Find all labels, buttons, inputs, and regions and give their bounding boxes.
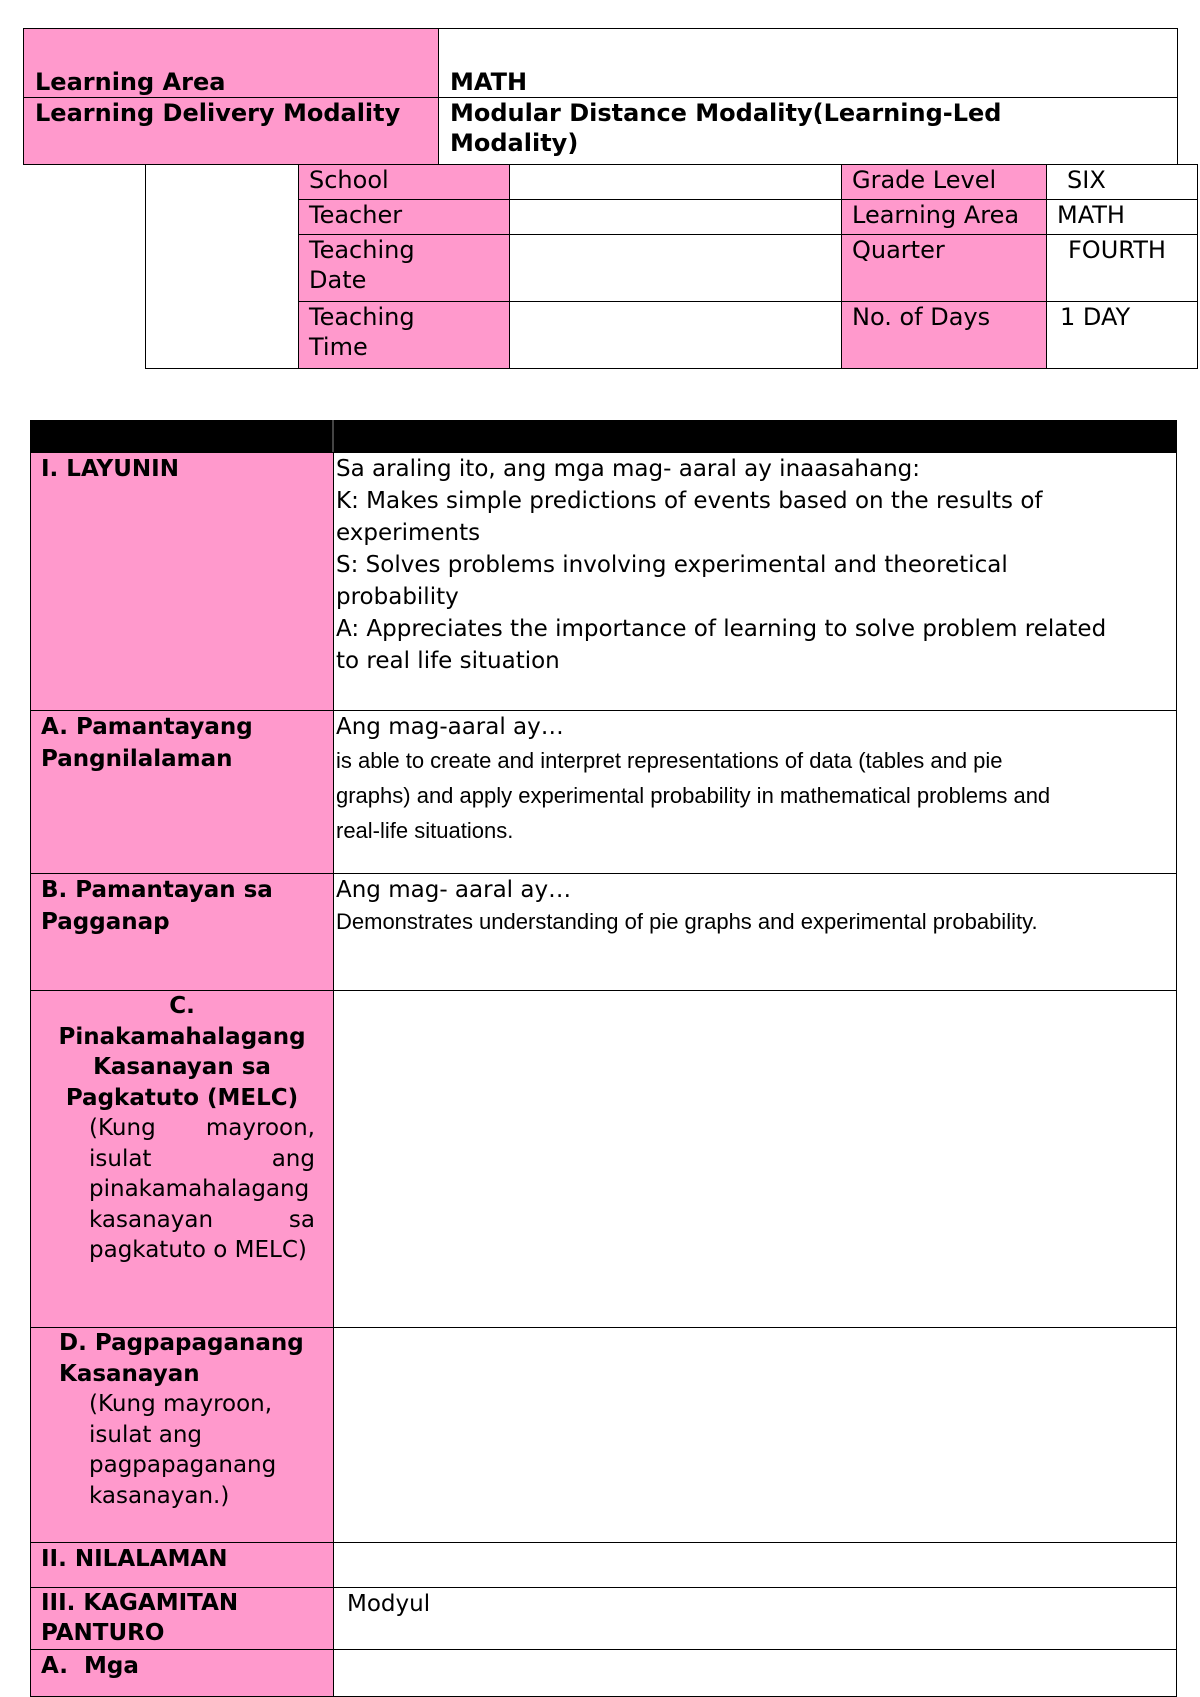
teacher-value[interactable] [510, 200, 842, 235]
info-table [145, 164, 1198, 369]
teaching-time-label: Teaching Time [299, 302, 510, 369]
teacher-label: Teacher [299, 200, 510, 235]
layunin-label: I. LAYUNIN [31, 453, 334, 711]
teaching-time-value[interactable] [510, 302, 842, 369]
mga-value[interactable] [334, 1650, 1177, 1697]
modality-value: Modular Distance Modality(Learning-Led Modality) [439, 98, 1178, 165]
pamantayan-sa-pagganap-intro: Ang mag- aaral ay… [336, 877, 572, 903]
layunin-knowledge: K: Makes simple predictions of events based on the results of experiments [336, 488, 1043, 546]
learning-area-value: MATH [439, 29, 1178, 98]
pagpapaganang-label-cell [31, 1328, 334, 1543]
grade-level-label: Grade Level [842, 165, 1047, 200]
learning-area-value-2: MATH [1047, 200, 1198, 235]
quarter-label: Quarter [842, 235, 1047, 302]
mga-label: A. Mga [31, 1650, 334, 1697]
school-label: School [299, 165, 510, 200]
teaching-date-value[interactable] [510, 235, 842, 302]
melc-label: C. Pinakamahalagang Kasanayan sa Pagkatuto (MELC) [58, 993, 306, 1111]
lesson-plan-table [30, 452, 1177, 1697]
no-of-days-value: 1 DAY [1047, 302, 1198, 369]
pamantayang-pangnilalaman-label: A. Pamantayang Pangnilalaman [31, 711, 334, 874]
info-blank-cell [146, 165, 299, 369]
pamantayang-pangnilalaman-text: is able to create and interpret representations of data (tables and pie graphs) and apply experimental probability in mathematical problems and real-life situations. [336, 748, 1051, 843]
kagamitan-panturo-value: Modyul [334, 1588, 1177, 1650]
pagpapaganang-value[interactable] [334, 1328, 1177, 1543]
pagpapaganang-note: (Kung mayroon, isulat ang pagpapaganang kasanayan.) [89, 1391, 277, 1509]
layunin-skill: S: Solves problems involving experimental and theoretical probability [336, 552, 1008, 610]
pamantayan-sa-pagganap-text: Demonstrates understanding of pie graphs and experimental probability. [336, 909, 1038, 934]
learning-area-label-2: Learning Area [842, 200, 1047, 235]
learning-area-label: Learning Area [24, 29, 439, 98]
melc-note: (Kung mayroon, isulat ang pinakamahalagang kasanayan sa pagkatuto o MELC) [89, 1115, 315, 1263]
school-value[interactable] [510, 165, 842, 200]
teaching-date-label: Teaching Date [299, 235, 510, 302]
nilalaman-label: II. NILALAMAN [31, 1543, 334, 1588]
pagpapaganang-label: D. Pagpapaganang Kasanayan [59, 1330, 304, 1387]
layunin-attitude: A: Appreciates the importance of learning to solve problem related to real life situation [336, 616, 1107, 674]
layunin-intro: Sa araling ito, ang mga mag- aaral ay inaasahang: [336, 456, 921, 482]
pamantayang-pangnilalaman-intro: Ang mag-aaral ay… [336, 714, 564, 740]
no-of-days-label: No. of Days [842, 302, 1047, 369]
header-table [23, 28, 1178, 165]
nilalaman-value[interactable] [334, 1543, 1177, 1588]
plan-header-bar-divider [332, 420, 334, 452]
grade-level-value: SIX [1047, 165, 1198, 200]
kagamitan-panturo-label: III. KAGAMITAN PANTURO [31, 1588, 334, 1650]
melc-value[interactable] [334, 991, 1177, 1328]
pamantayan-sa-pagganap-label: B. Pamantayan sa Pagganap [31, 874, 334, 991]
melc-label-cell [31, 991, 334, 1328]
plan-header-bar [30, 420, 1177, 452]
modality-label: Learning Delivery Modality [24, 98, 439, 165]
quarter-value: FOURTH [1047, 235, 1198, 302]
